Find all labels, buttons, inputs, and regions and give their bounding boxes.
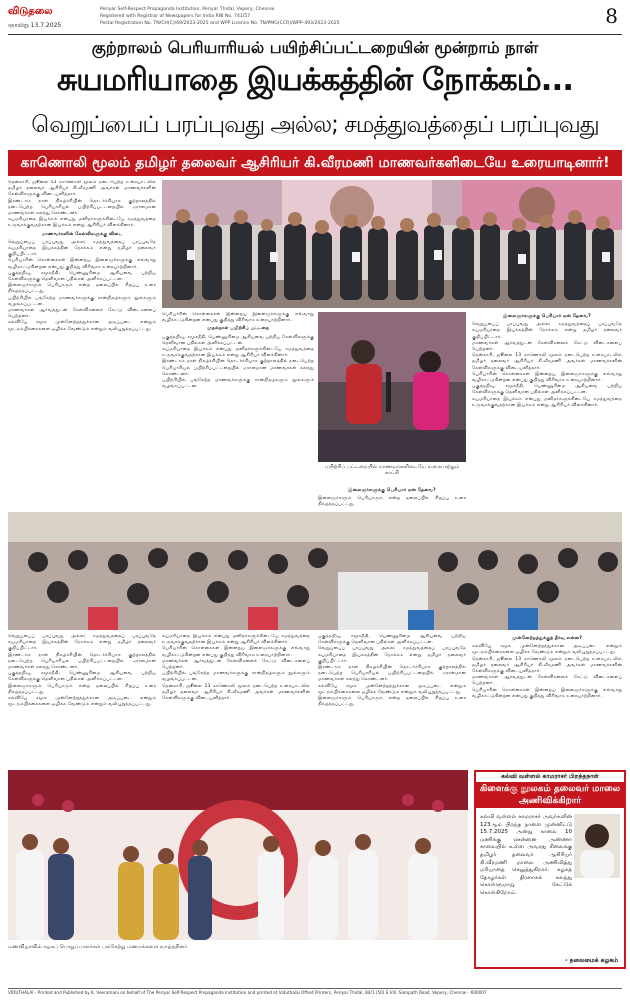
- registration-line: Postal Registration No. TN/CH(C)/69/2023-2025 and WPP Licence No. TN/PMG(CCR)/WPP-493/2023-2025: [100, 21, 340, 26]
- paragraph: இரண்டாம் நாள் நிகழ்ச்சியின் தொடர்ச்சியாக குற்றாலத்தில் நடைபெற்ற பெரியாரியல் பயிற்சிப்பட்டறையில் ஏராளமான மாணவர்கள் கலந்து கொண்டனர்.: [318, 665, 466, 683]
- article-column-4: [472, 312, 622, 508]
- paragraph: கல்வியே சமூக முன்னேற்றத்துக்கான அடிப்படை என்றும் மூடநம்பிக்கைகளை ஒழிக்க வேண்டும் என்றும் வலியுறுத்தப்பட்டது.: [8, 696, 156, 708]
- imprint-footer: VIDUTHALAI - Printed and Published by K. Veeramani on behalf of The Periyar Self-Respect Propaganda Institution and printed at Viduthalai Offset Printers, Periyar Thidal, 84/1 (50) E.V.K. Sampath Road, Vepery, Chennai - 600007: [8, 988, 622, 995]
- paragraph: பகுத்தறிவு, சமூகநீதி, பெண்ணுரிமை ஆகியவை பற்றிய கேள்விகளுக்கு தெளிவான பதில்கள் அளிக்கப்பட்டன.: [8, 270, 156, 283]
- paragraph: சுயமரியாதை இயக்கம் என்பது மனிதர்களுக்கிடையே சமத்துவத்தை உருவாக்குவதற்கான இயக்கம் என்று ஆசிரியர் விளக்கினார்.: [8, 217, 156, 229]
- paragraph: பெரியாரின் கொள்கைகள் இன்றைய இளைஞர்களுக்கு எவ்வாறு வழிகாட்டுகின்றன என்பது குறித்து விரிவாக உரையாற்றினார்.: [472, 371, 622, 384]
- registration-info: [100, 6, 570, 27]
- paragraph: இரண்டாம் நாள் நிகழ்ச்சியின் தொடர்ச்சியாக குற்றாலத்தில் நடைபெற்ற பெரியாரியல் பயிற்சிப்பட்டறையில் ஏராளமான மாணவர்கள் கலந்து கொண்டனர்.: [8, 198, 156, 217]
- paragraph: கல்வியே சமூக முன்னேற்றத்துக்கான அடிப்படை என்றும் மூடநம்பிக்கைகளை ஒழிக்க வேண்டும் என்றும் வலியுறுத்தப்பட்டது.: [8, 320, 156, 332]
- article-column-7: [318, 634, 466, 766]
- paragraph: மாணவர்கள் ஆர்வத்துடன் கேள்விகளைக் கேட்டு விடைகளைப் பெற்றனர்.: [8, 308, 156, 320]
- kicker-headline: குற்றாலம் பெரியாரியல் பயிற்சிப்பட்டறையின் மூன்றாம் நாள்: [91, 38, 539, 57]
- paragraph: தென்காசி, ஜூலை 13 காணொலி மூலம் நடைபெற்ற உரையாடலில் தமிழர் தலைவர் ஆசிரியர் கி.வீரமணி அவர்கள் மாணவர்களின் கேள்விகளுக்கு விடையளித்தார்.: [8, 180, 156, 198]
- paragraph: பகுத்தறிவு, சமூகநீதி, பெண்ணுரிமை ஆகியவை பற்றிய கேள்விகளுக்கு தெளிவான பதில்கள் அளிக்கப்பட்டன.: [318, 634, 466, 646]
- article-column-6: [162, 634, 310, 766]
- paragraph: பயிற்சியில் பங்கேற்ற மாணவர்களுக்கு சான்றிதழ்களும் நூல்களும் வழங்கப்பட்டன.: [162, 378, 314, 390]
- column-subhead: இளைஞர்களுக்கு பெரியார் ஏன் தேவை?: [348, 488, 436, 493]
- article-column-2: [162, 312, 314, 508]
- newspaper-logo: விடுதலை: [8, 6, 53, 17]
- article-column-3: [318, 486, 466, 508]
- paragraph: இளைஞர்களும் பெரியாரும் என்ற தலைப்பில் சிறப்பு உரை நிகழ்த்தப்பட்டது.: [8, 683, 156, 695]
- photo-book-distribution: [162, 180, 622, 308]
- announcement-signature: - தலைமைக் கழகம்: [565, 957, 618, 964]
- paragraph: தென்காசி, ஜூலை 13 காணொலி மூலம் நடைபெற்ற உரையாடலில் தமிழர் தலைவர் ஆசிரியர் கி.வீரமணி அவர்கள் மாணவர்களின் கேள்விகளுக்கு விடையளித்தார்.: [472, 353, 622, 371]
- photo-audience: [8, 512, 622, 630]
- paragraph: மாணவர்கள் ஆர்வத்துடன் கேள்விகளைக் கேட்டு விடைகளைப் பெற்றனர்.: [472, 675, 622, 687]
- paragraph: இளைஞர்களும் பெரியாரும் என்ற தலைப்பில் சிறப்பு உரை நிகழ்த்தப்பட்டது.: [318, 496, 466, 508]
- paragraph: பெரியாரின் கொள்கைகள் இன்றைய இளைஞர்களுக்கு எவ்வாறு வழிகாட்டுகின்றன என்பது குறித்து விரிவாக உரையாற்றினார்.: [162, 646, 310, 658]
- paragraph: சுயமரியாதை இயக்கம் என்பது மனிதர்களுக்கிடையே சமத்துவத்தை உருவாக்குவதற்கான இயக்கம் என்று ஆசிரியர் விளக்கினார்.: [162, 347, 314, 359]
- column-subhead: முன்னேற்றத்துக்குத் தீர்வு என்ன?: [511, 636, 583, 641]
- announcement-topline: கல்வி வள்ளல் காமராசர் பிறந்தநாள்: [476, 772, 624, 782]
- paragraph: பெரியாரின் கொள்கைகள் இன்றைய இளைஞர்களுக்கு எவ்வாறு வழிகாட்டுகின்றன என்பது குறித்து விரிவாக உரையாற்றினார்.: [162, 312, 314, 324]
- paragraph: பயிற்சியில் பங்கேற்ற மாணவர்களுக்கு சான்றிதழ்களும் நூல்களும் வழங்கப்பட்டன.: [8, 295, 156, 307]
- article-column-8: [472, 634, 622, 766]
- issue-date: ஞாயிறு 13.7.2025: [8, 22, 62, 29]
- column-subhead: முதல்நாள் பயிற்சிப் பட்டறை: [206, 326, 270, 332]
- masthead: [8, 4, 622, 35]
- page-number: 8: [605, 4, 618, 28]
- announcement-box: [474, 770, 626, 969]
- paragraph: பகுத்தறிவு, சமூகநீதி, பெண்ணுரிமை ஆகியவை பற்றிய கேள்விகளுக்கு தெளிவான பதில்கள் அளிக்கப்பட்டன.: [8, 671, 156, 683]
- paragraph: வெறுப்பைப் பரப்புவது அல்ல; சமத்துவத்தைப் பரப்புவதே சுயமரியாதை இயக்கத்தின் நோக்கம் என்று தமிழர் தலைவர் குறிப்பிட்டார்.: [472, 322, 622, 340]
- paragraph: இரண்டாம் நாள் நிகழ்ச்சியின் தொடர்ச்சியாக குற்றாலத்தில் நடைபெற்ற பெரியாரியல் பயிற்சிப்பட்டறையில் ஏராளமான மாணவர்கள் கலந்து கொண்டனர்.: [162, 359, 314, 377]
- paragraph: பயிற்சியில் பங்கேற்ற மாணவர்களுக்கு சான்றிதழ்களும் நூல்களும் வழங்கப்பட்டன.: [162, 671, 310, 683]
- paragraph: பெரியாரின் கொள்கைகள் இன்றைய இளைஞர்களுக்கு எவ்வாறு வழிகாட்டுகின்றன என்பது குறித்து விரிவாக உரையாற்றினார்.: [472, 687, 622, 699]
- portrait-photo: [574, 814, 620, 878]
- paragraph: வெறுப்பைப் பரப்புவது அல்ல; சமத்துவத்தைப் பரப்புவதே சுயமரியாதை இயக்கத்தின் நோக்கம் என்று தமிழர் தலைவர் குறிப்பிட்டார்.: [318, 646, 466, 664]
- paragraph: இளைஞர்களும் பெரியாரும் என்ற தலைப்பில் சிறப்பு உரை நிகழ்த்தப்பட்டது.: [8, 283, 156, 295]
- paragraph: கல்வியே சமூக முன்னேற்றத்துக்கான அடிப்படை என்றும் மூடநம்பிக்கைகளை ஒழிக்க வேண்டும் என்றும் வலியுறுத்தப்பட்டது.: [472, 644, 622, 656]
- paragraph: சுயமரியாதை இயக்கம் என்பது மனிதர்களுக்கிடையே சமத்துவத்தை உருவாக்குவதற்கான இயக்கம் என்று ஆசிரியர் விளக்கினார்.: [472, 396, 622, 408]
- paragraph: பகுத்தறிவு, சமூகநீதி, பெண்ணுரிமை ஆகியவை பற்றிய கேள்விகளுக்கு தெளிவான பதில்கள் அளிக்கப்பட்டன.: [472, 384, 622, 396]
- photo-speaker: [318, 312, 466, 462]
- registration-line: Registered with Registrar of Newspapers for India RNI No. 741/57: [100, 14, 251, 19]
- paragraph: இளைஞர்களும் பெரியாரும் என்ற தலைப்பில் சிறப்பு உரை நிகழ்த்தப்பட்டது.: [318, 696, 466, 708]
- wedding-caption: மணவிழாவில் கழகப் பொறுப்பாளர்கள் பங்கேற்று மணமக்களை வாழ்த்தினர்: [8, 944, 188, 950]
- registration-line: Periyar Self-Respect Propaganda Institution, Periyar Thidal, Vepery, Chennai: [100, 7, 275, 12]
- announcement-title: கிளைக்கு நூலகம் தலைவர் மாலை அணிவிக்கிறார்: [476, 782, 624, 808]
- paragraph: பகுத்தறிவு, சமூகநீதி, பெண்ணுரிமை ஆகியவை பற்றிய கேள்விகளுக்கு தெளிவான பதில்கள் அளிக்கப்பட்டன.: [162, 334, 314, 346]
- column-subhead: மாணவர்களின் கேள்விகளுக்கு விடை: [41, 231, 123, 237]
- paragraph: சுயமரியாதை இயக்கம் என்பது மனிதர்களுக்கிடையே சமத்துவத்தை உருவாக்குவதற்கான இயக்கம் என்று ஆசிரியர் விளக்கினார்.: [162, 634, 310, 646]
- column-subhead: இளைஞர்களுக்கு பெரியார் ஏன் தேவை?: [503, 314, 591, 319]
- main-headline: சுயமரியாதை இயக்கத்தின் நோக்கம்...: [56, 62, 574, 98]
- paragraph: பெரியாரின் கொள்கைகள் இன்றைய இளைஞர்களுக்கு எவ்வாறு வழிகாட்டுகின்றன என்பது குறித்து விரிவாக உரையாற்றினார்.: [8, 258, 156, 270]
- paragraph: தென்காசி, ஜூலை 13 காணொலி மூலம் நடைபெற்ற உரையாடலில் தமிழர் தலைவர் ஆசிரியர் கி.வீரமணி அவர்கள் மாணவர்களின் கேள்விகளுக்கு விடையளித்தார்.: [162, 683, 310, 702]
- photo-caption: பயிற்சிப் பட்டறையில் மாணவர்களிடையே உரையாற்றும் காட்சி: [324, 464, 460, 477]
- paragraph: மாணவர்கள் ஆர்வத்துடன் கேள்விகளைக் கேட்டு விடைகளைப் பெற்றனர்.: [162, 658, 310, 671]
- photo-wedding: [8, 770, 468, 940]
- paragraph: வெறுப்பைப் பரப்புவது அல்ல; சமத்துவத்தைப் பரப்புவதே சுயமரியாதை இயக்கத்தின் நோக்கம் என்று தமிழர் தலைவர் குறிப்பிட்டார்.: [8, 239, 156, 258]
- red-banner: காணொலி மூலம் தமிழர் தலைவர் ஆசிரியர் கி.வீரமணி மாணவர்களிடையே உரையாடினார்!: [8, 150, 622, 176]
- article-column-1: [8, 180, 156, 508]
- announcement-body: கல்வி வள்ளல் காமராசர் அவர்களின் 123ஆம் பிறந்த நாளை முன்னிட்டு 15.7.2025 அன்று காலை 10 மணிக்கு சென்னை அண்ணா சாலையில் உள்ள அவரது சிலைக்கு தமிழர் தலைவர் ஆசிரியர் கி.வீரமணி மாலை அணிவித்து மரியாதை செலுத்துகிறார். கழகத் தோழர்கள் திரளாகக் கலந்து கொள்ளுமாறு கேட்டுக் கொள்கிறோம்.: [480, 814, 572, 896]
- article-column-5: [8, 634, 156, 766]
- paragraph: வெறுப்பைப் பரப்புவது அல்ல; சமத்துவத்தைப் பரப்புவதே சுயமரியாதை இயக்கத்தின் நோக்கம் என்று தமிழர் தலைவர் குறிப்பிட்டார்.: [8, 634, 156, 652]
- paragraph: தென்காசி, ஜூலை 13 காணொலி மூலம் நடைபெற்ற உரையாடலில் தமிழர் தலைவர் ஆசிரியர் கி.வீரமணி அவர்கள் மாணவர்களின் கேள்விகளுக்கு விடையளித்தார்.: [472, 656, 622, 675]
- paragraph: இரண்டாம் நாள் நிகழ்ச்சியின் தொடர்ச்சியாக குற்றாலத்தில் நடைபெற்ற பெரியாரியல் பயிற்சிப்பட்டறையில் ஏராளமான மாணவர்கள் கலந்து கொண்டனர்.: [8, 652, 156, 671]
- paragraph: கல்வியே சமூக முன்னேற்றத்துக்கான அடிப்படை என்றும் மூடநம்பிக்கைகளை ஒழிக்க வேண்டும் என்றும் வலியுறுத்தப்பட்டது.: [318, 683, 466, 695]
- paragraph: மாணவர்கள் ஆர்வத்துடன் கேள்விகளைக் கேட்டு விடைகளைப் பெற்றனர்.: [472, 340, 622, 353]
- sub-headline: வெறுப்பைப் பரப்புவது அல்ல; சமத்துவத்தைப் பரப்புவது: [31, 112, 599, 138]
